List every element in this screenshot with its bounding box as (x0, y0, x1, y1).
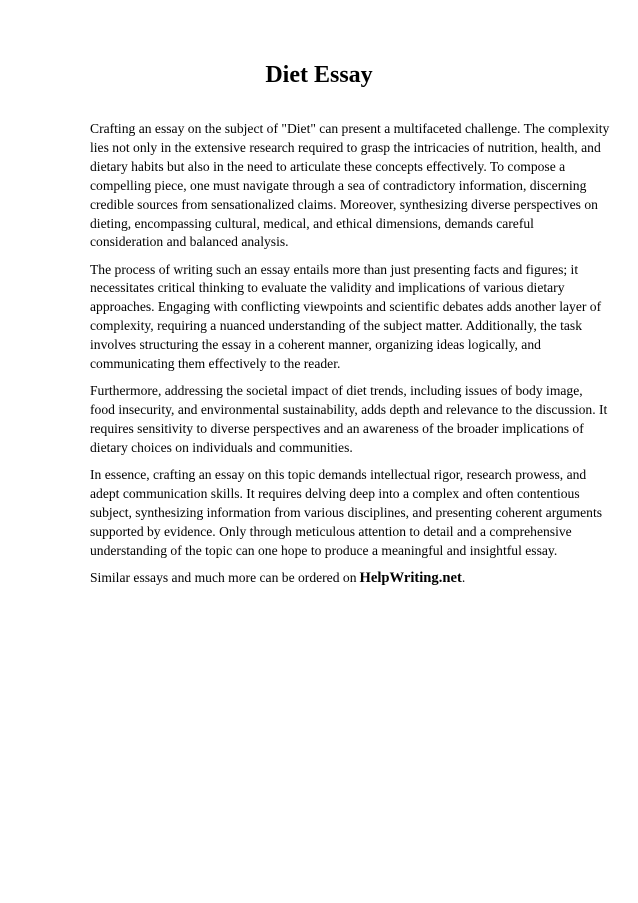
footer-period: . (461, 569, 466, 585)
brand-link[interactable]: HelpWriting.net (359, 569, 462, 586)
footer-text: Similar essays and much more can be ordered on (90, 569, 357, 585)
footer-line (90, 569, 610, 588)
document-body (90, 120, 610, 596)
paragraph-1: Crafting an essay on the subject of "Diet" can present a multifaceted challenge. The complexity lies not only in the extensive research required to grasp the intricacies of nutrition, health, and dietary habits but also in the need to articulate these concepts effectively. To compose a compelling piece, one must navigate through a sea of contradictory information, discerning credible sources from sensationalized claims. Moreover, synthesizing diverse perspectives on dieting, encompassing cultural, medical, and ethical dimensions, demands careful consideration and balanced analysis. (90, 121, 610, 250)
paragraph-3: Furthermore, addressing the societal impact of diet trends, including issues of body image, food insecurity, and environmental sustainability, adds depth and relevance to the discussion. It requires sensitivity to diverse perspectives and an awareness of the broader implications of dietary choices on individuals and communities. (90, 383, 608, 455)
paragraph-4: In essence, crafting an essay on this topic demands intellectual rigor, research prowess, and adept communication skills. It requires delving deep into a complex and often contentious subject, synthesizing information from various disciplines, and presenting coherent arguments supported by evidence. Only through meticulous attention to detail and a comprehensive understanding of the topic can one hope to produce a meaningful and insightful essay. (90, 466, 603, 558)
page-title: Diet Essay (265, 62, 373, 88)
paragraph-2: The process of writing such an essay entails more than just presenting facts and figures; it necessitates critical thinking to evaluate the validity and implications of various dietary approaches. Engaging with conflicting viewpoints and scientific debates adds another layer of complexity, requiring a nuanced understanding of the subject matter. Additionally, the task involves structuring the essay in a coherent manner, organizing ideas logically, and communicating them effectively to the reader. (90, 261, 602, 372)
